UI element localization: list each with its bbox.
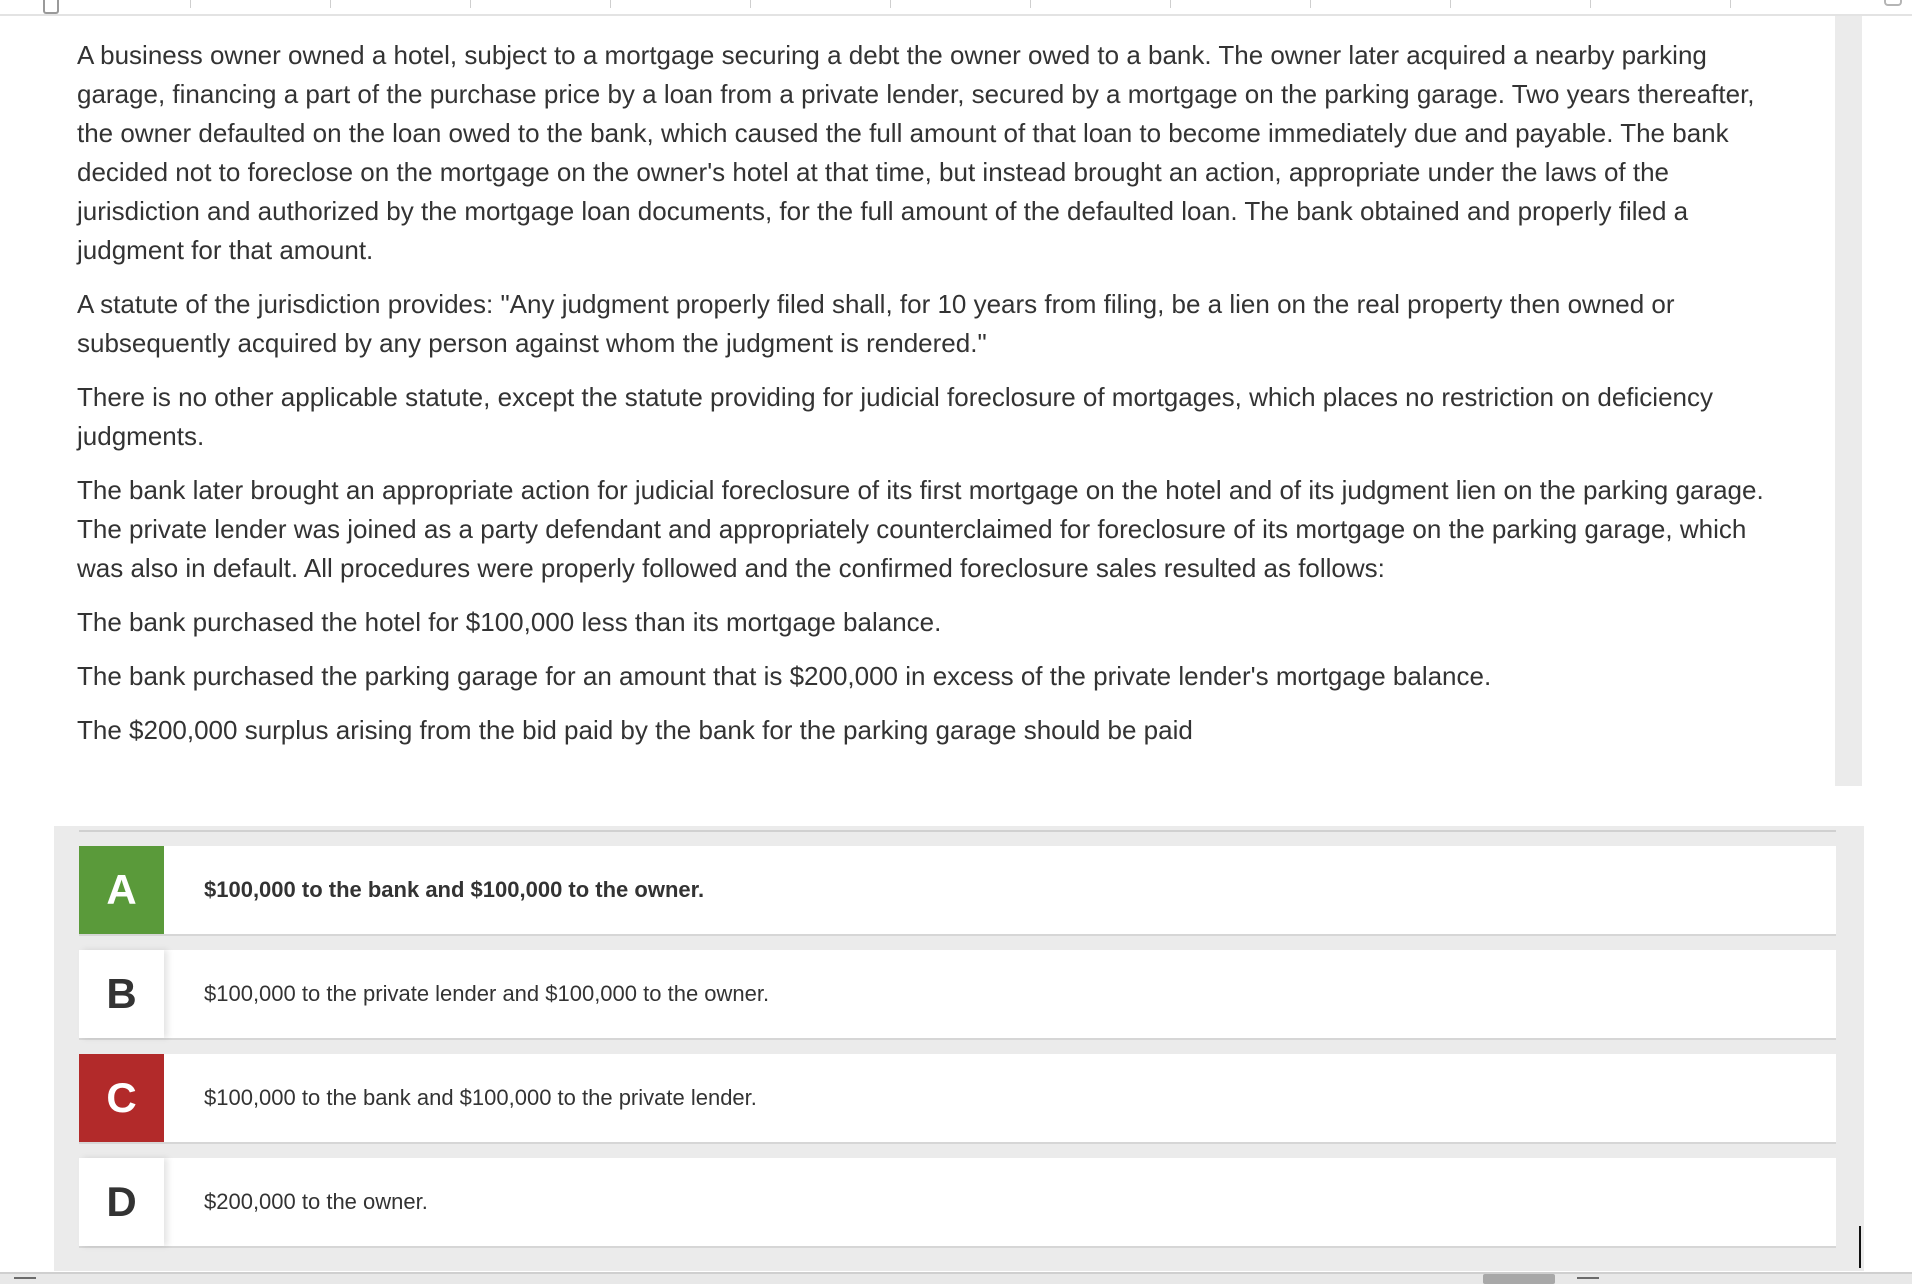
choice-text-d: $200,000 to the owner.	[204, 1189, 428, 1214]
text-cursor-icon	[1859, 1226, 1861, 1268]
choice-text-b: $100,000 to the private lender and $100,000 to the owner.	[204, 981, 770, 1006]
ruler-tick	[1030, 0, 1031, 8]
question-scroll-gutter[interactable]	[1835, 16, 1862, 786]
ruler-tick	[610, 0, 611, 8]
choice-letter-b: B	[79, 950, 164, 1038]
stem-paragraph: A statute of the jurisdiction provides: "Any judgment properly filed shall, for 10 years from filing, be a lien on the real property then owned or subsequently acquired by any person against whom the judgment is rendered."	[77, 289, 1675, 358]
stem-paragraph: The bank purchased the parking garage for an amount that is $200,000 in excess of the private lender's mortgage balance.	[77, 661, 1492, 691]
horizontal-scrollbar[interactable]	[0, 1272, 1912, 1284]
frame-corner-right-icon	[1884, 0, 1902, 6]
ruler-tick	[470, 0, 471, 8]
ruler-tick	[1310, 0, 1311, 8]
frame-corner-icon	[43, 0, 59, 14]
ruler-tick	[1730, 0, 1731, 8]
ruler-tick	[1170, 0, 1171, 8]
question-prompt: The $200,000 surplus arising from the bid paid by the bank for the parking garage should be paid	[77, 715, 1193, 745]
choice-d[interactable]	[79, 1158, 1836, 1248]
question-panel	[0, 16, 1835, 786]
ruler-tick	[190, 0, 191, 8]
ruler-tick	[890, 0, 891, 8]
top-ruler	[0, 0, 1912, 16]
stem-paragraph: There is no other applicable statute, except the statute providing for judicial foreclosure of mortgages, which places no restriction on deficiency judgments.	[77, 382, 1713, 451]
choice-text-c: $100,000 to the bank and $100,000 to the private lender.	[204, 1085, 757, 1110]
choice-b[interactable]	[79, 950, 1836, 1040]
choice-text-a: $100,000 to the bank and $100,000 to the owner.	[204, 877, 705, 902]
scrollbar-thumb[interactable]	[1483, 1274, 1555, 1284]
stem-paragraph: The bank later brought an appropriate action for judicial foreclosure of its first mortgage on the hotel and of its judgment lien on the parking garage. The private lender was joined as a party defendant and appropriately counterclaimed for foreclosure of its mortgage on the parking garage, which was also in default. All procedures were properly followed and the confirmed foreclosure sales resulted as follows:	[77, 475, 1764, 583]
menu-icon	[1577, 1277, 1599, 1284]
choice-c[interactable]	[79, 1054, 1836, 1144]
divider	[79, 830, 1836, 832]
choice-letter-d: D	[79, 1158, 164, 1246]
grid-icon	[14, 1277, 36, 1284]
stem-paragraph: A business owner owned a hotel, subject to a mortgage securing a debt the owner owed to a bank. The owner later acquired a nearby parking garage, financing a part of the purchase price by a loan from a private lender, secured by a mortgage on the parking garage. Two years thereafter, the owner defaulted on the loan owed to the bank, which caused the full amount of that loan to become immediately due and payable. The bank decided not to foreclose on the mortgage on the owner's hotel at that time, but instead brought an action, appropriate under the laws of the jurisdiction and authorized by the mortgage loan documents, for the full amount of the defaulted loan. The bank obtained and properly filed a judgment for that amount.	[77, 40, 1755, 265]
ruler-tick	[750, 0, 751, 8]
stem-paragraph: The bank purchased the hotel for $100,000 less than its mortgage balance.	[77, 607, 942, 637]
answer-choices-panel	[54, 826, 1864, 1271]
choice-a[interactable]	[79, 846, 1836, 936]
ruler-tick	[330, 0, 331, 8]
ruler-tick	[1450, 0, 1451, 8]
ruler-tick	[1590, 0, 1591, 8]
question-stem	[77, 36, 1795, 765]
choice-letter-a: A	[79, 846, 164, 934]
choice-letter-c: C	[79, 1054, 164, 1142]
